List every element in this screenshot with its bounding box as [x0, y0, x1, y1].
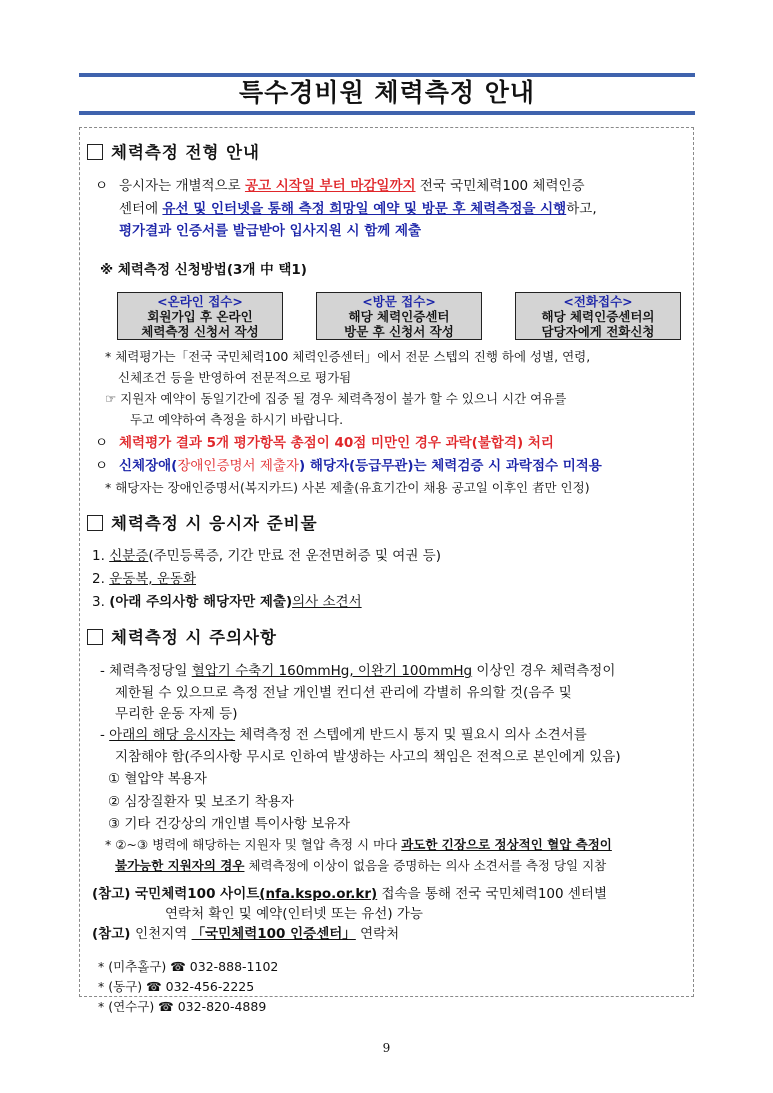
condition-1: ① 혈압약 복용자 — [108, 771, 207, 787]
contact-michuhol: * (미추홀구) ☎ 032-888-1102 — [98, 959, 279, 974]
method-heading: ※ 체력측정 신청방법(3개 中 택1) — [100, 262, 307, 278]
reference-1-line2: 연락처 확인 및 예약(인터넷 또는 유선) 가능 — [165, 906, 423, 922]
contact-donggu: * (동구) ☎ 032-456-2225 — [98, 979, 255, 994]
note2-line1: ☞ 지원자 예약이 동일기간에 집중 될 경우 체력측정이 불가 할 수 있으니 시간 여유를 — [105, 391, 567, 406]
checkbox-square-icon — [87, 515, 103, 531]
page-title: 특수경비원 체력측정 안내 — [238, 78, 536, 107]
page-number: 9 — [382, 1041, 391, 1055]
prep-item-1: 1. 신분증(주민등록증, 기간 만료 전 운전면허증 및 여권 등) — [92, 548, 441, 564]
caution-note-line2: 불가능한 지원자의 경우 체력측정에 이상이 없음을 증명하는 의사 소견서를 측정 당일 지참 — [115, 858, 607, 873]
reference-2: (참고) 인천지역 「국민체력100 인증센터」 연락처 — [92, 926, 400, 942]
note1-line2: 신체조건 등을 반영하여 전문적으로 평가됨 — [118, 370, 352, 385]
contact-yeonsu: * (연수구) ☎ 032-820-4889 — [98, 999, 267, 1014]
note3: * 해당자는 장애인증명서(복지카드) 사본 제출(유효기간이 채용 공고일 이후인 者만 인정) — [105, 480, 590, 495]
title-bottom-rule — [79, 111, 695, 115]
method-box-visit: <방문 접수> 해당 체력인증센터 방문 후 신청서 작성 — [316, 292, 482, 340]
para1-line1: ㅇ 응시자는 개별적으로 공고 시작일 부터 마감일까지 전국 국민체력100 체력인증 — [95, 178, 585, 194]
caution1-line3: 무리한 운동 자제 등) — [115, 706, 238, 722]
caution-note-line1: * ②~③ 병력에 해당하는 지원자 및 혈압 측정 시 마다 과도한 긴장으로 정상적인 혈압 측정이 — [105, 837, 612, 852]
caution2-line1: - 아래의 해당 응시자는 체력측정 전 스텝에게 반드시 통지 및 필요시 의사 소견서를 — [100, 727, 587, 743]
para2: ㅇ 체력평가 결과 5개 평가항목 총점이 40점 미만인 경우 과락(불합격) 처리 — [95, 435, 554, 451]
reference-1-line1: (참고) 국민체력100 사이트(nfa.kspo.or.kr) 접속을 통해 전국 국민체력100 센터별 — [92, 886, 608, 902]
section-heading-3: 체력측정 시 주의사항 — [87, 629, 277, 647]
para1-line3: 평가결과 인증서를 발급받아 입사지원 시 함께 제출 — [119, 223, 422, 239]
checkbox-square-icon — [87, 144, 103, 160]
checkbox-square-icon — [87, 629, 103, 645]
para3: ㅇ 신체장애(장애인증명서 제출자) 해당자(등급무관)는 체력검증 시 과락점수 미적용 — [95, 458, 602, 474]
condition-2: ② 심장질환자 및 보조기 착용자 — [108, 794, 294, 810]
method-box-online: <온라인 접수> 회원가입 후 온라인 체력측정 신청서 작성 — [117, 292, 283, 340]
caution1-line2: 제한될 수 있으므로 측정 전날 개인별 컨디션 관리에 각별히 유의할 것(음주 및 — [115, 685, 572, 701]
prep-item-2: 2. 운동복, 운동화 — [92, 571, 197, 587]
section-heading-1: 체력측정 전형 안내 — [87, 144, 260, 162]
method-box-phone: <전화접수> 해당 체력인증센터의 담당자에게 전화신청 — [515, 292, 681, 340]
para1-line2: 센터에 유선 및 인터넷을 통해 측정 희망일 예약 및 방문 후 체력측정을 시행하고, — [119, 201, 597, 217]
prep-item-3: 3. (아래 주의사항 해당자만 제출)의사 소견서 — [92, 594, 362, 610]
note1-line1: * 체력평가는「전국 국민체력100 체력인증센터」에서 전문 스텝의 진행 하에 성별, 연령, — [105, 349, 591, 364]
condition-3: ③ 기타 건강상의 개인별 특이사항 보유자 — [108, 816, 351, 832]
caution2-line2: 지참해야 함(주의사항 무시로 인하여 발생하는 사고의 책임은 전적으로 본인에게 있음) — [115, 749, 621, 765]
caution1-line1: - 체력측정당일 혈압기 수축기 160mmHg, 이완기 100mmHg 이상인 경우 체력측정이 — [100, 663, 616, 679]
section-heading-2: 체력측정 시 응시자 준비물 — [87, 515, 318, 533]
note2-line2: 두고 예약하여 측정을 하시기 바랍니다. — [130, 412, 344, 427]
